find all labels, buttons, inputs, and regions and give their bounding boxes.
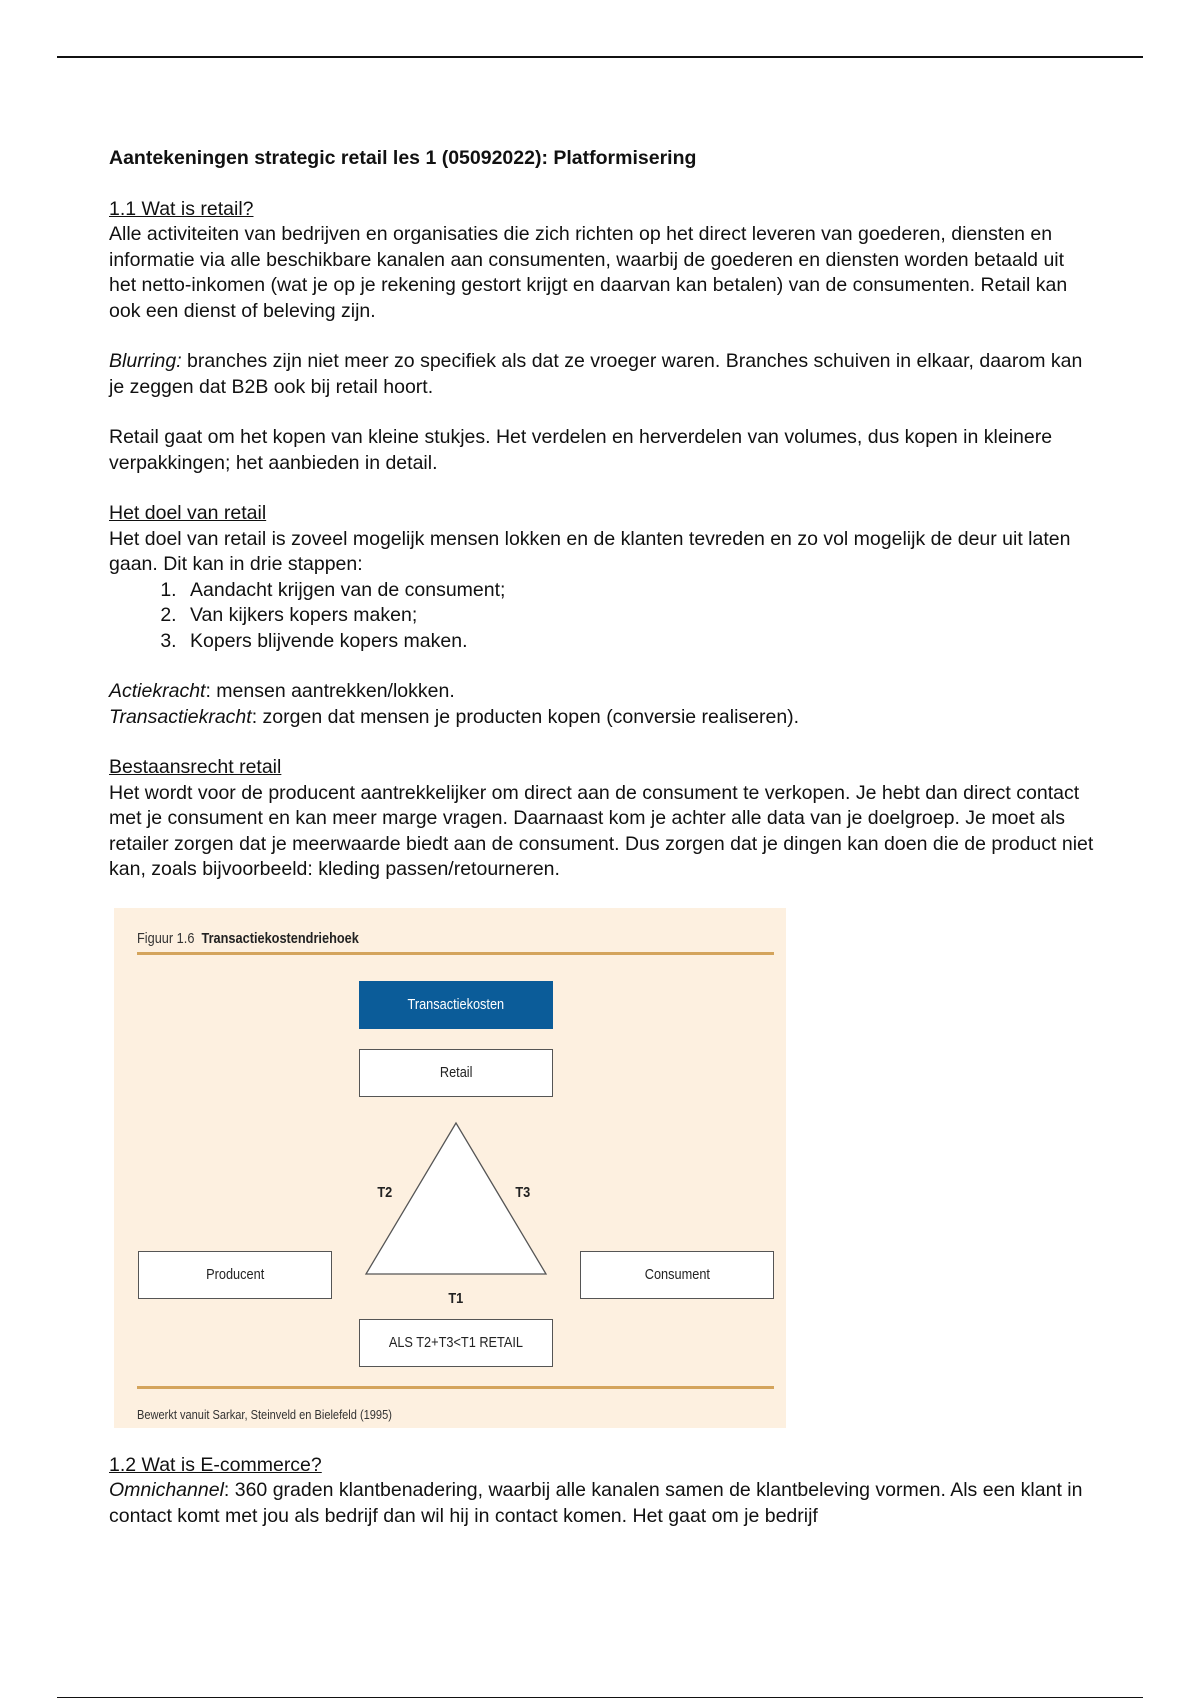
box-producent (138, 1251, 332, 1299)
actiekracht-text: : mensen aantrekken/lokken. (205, 680, 455, 702)
section-heading-goal: Het doel van retail (109, 502, 267, 524)
list-item: 1. Aandacht krijgen van de consument; (182, 578, 1094, 604)
document-body (109, 146, 1094, 1529)
paragraph-transactiekracht (109, 705, 1094, 731)
document-title: Aantekeningen strategic retail les 1 (05092022): Platformisering (109, 147, 697, 169)
list-item: 2. Van kijkers kopers maken; (182, 603, 1094, 629)
section-heading-what-is-retail: 1.1 Wat is retail? (109, 197, 254, 220)
box-producent-label: Producent (205, 1265, 265, 1283)
box-consument (580, 1251, 774, 1299)
blurring-text: branches zijn niet meer zo specifiek als dat ze vroeger waren. Branches schuiven in elkaar, daarom kan je zeggen dat B2B ook bij retail hoort. (109, 350, 1083, 398)
label-t1: T1 (448, 1289, 464, 1307)
figure-title: Transactiekostendriehoek (201, 929, 359, 947)
goal-steps-list (109, 578, 1094, 655)
paragraph-retail-definition: Alle activiteiten van bedrijven en organisaties die zich richten op het direct leveren van goederen, diensten en informatie via alle beschikbare kanalen aan consumenten, waarbij de goederen en diensten worden betaald uit het netto-inkomen (wat je op je rekening gestort krijgt en daarvan kan betalen) van de consumenten. Retail kan ook een dienst of beleving zijn. (109, 223, 1068, 322)
term-omnichannel: Omnichannel (109, 1479, 224, 1501)
figure-number: Figuur 1.6 (137, 929, 195, 947)
figure-top-divider (137, 952, 774, 955)
term-actiekracht: Actiekracht (109, 680, 206, 702)
label-t2: T2 (377, 1183, 393, 1201)
paragraph-actiekracht (109, 679, 1094, 705)
paragraph-small-pieces: Retail gaat om het kopen van kleine stukjes. Het verdelen en herverdelen van volumes, dus kopen in kleinere verpakkingen; het aanbieden in detail. (109, 426, 1053, 474)
figure-bottom-divider (137, 1386, 774, 1389)
term-transactiekracht: Transactiekracht (109, 705, 252, 728)
section-heading-bestaansrecht: Bestaansrecht retail (109, 756, 282, 778)
term-blurring: Blurring: (109, 350, 182, 372)
figure-transactiekostendriehoek (114, 908, 786, 1428)
section-heading-ecommerce: 1.2 Wat is E-commerce? (109, 1453, 322, 1476)
box-rule-label: ALS T2+T3<T1 RETAIL (388, 1333, 524, 1351)
header-rule (57, 56, 1143, 58)
paragraph-bestaansrecht: Het wordt voor de producent aantrekkelijker om direct aan de consument te verkopen. Je hebt dan direct contact met je consument en kan meer marge vragen. Daarnaast kom je achter alle data van je doelgroep. Je moet als retailer zorgen dat je meerwaarde biedt aan de consument. Dus zorgen dat je dingen kan doen die de product niet kan, zoals bijvoorbeeld: kleding passen/retourneren. (109, 781, 1094, 880)
box-transactiekosten-label: Transactiekosten (407, 995, 505, 1013)
transactiekracht-text: : zorgen dat mensen je producten kopen (conversie realiseren). (251, 705, 800, 728)
paragraph-blurring (109, 349, 1094, 400)
box-transactiekosten (359, 981, 553, 1029)
figure-caption (137, 926, 359, 952)
box-retail (359, 1049, 553, 1097)
box-retail-label: Retail (439, 1063, 473, 1081)
label-t3: T3 (515, 1183, 531, 1201)
box-consument-label: Consument (644, 1265, 710, 1283)
omnichannel-text: : 360 graden klantbenadering, waarbij alle kanalen samen de klantbeleving vormen. Als een klant in contact komt met jou als bedrijf dan wil hij in contact komen. Het gaat om je bedrijf (109, 1479, 1083, 1527)
list-item: 3. Kopers blijvende kopers maken. (182, 629, 1094, 655)
figure-source: Bewerkt vanuit Sarkar, Steinveld en Bielefeld (1995) (137, 1406, 392, 1422)
footer-rule (57, 1697, 1143, 1698)
paragraph-goal: Het doel van retail is zoveel mogelijk mensen lokken en de klanten tevreden en zo vol mogelijk de deur uit laten gaan. Dit kan in drie stappen: (109, 527, 1071, 575)
paragraph-omnichannel (109, 1478, 1094, 1529)
box-rule (359, 1319, 553, 1367)
